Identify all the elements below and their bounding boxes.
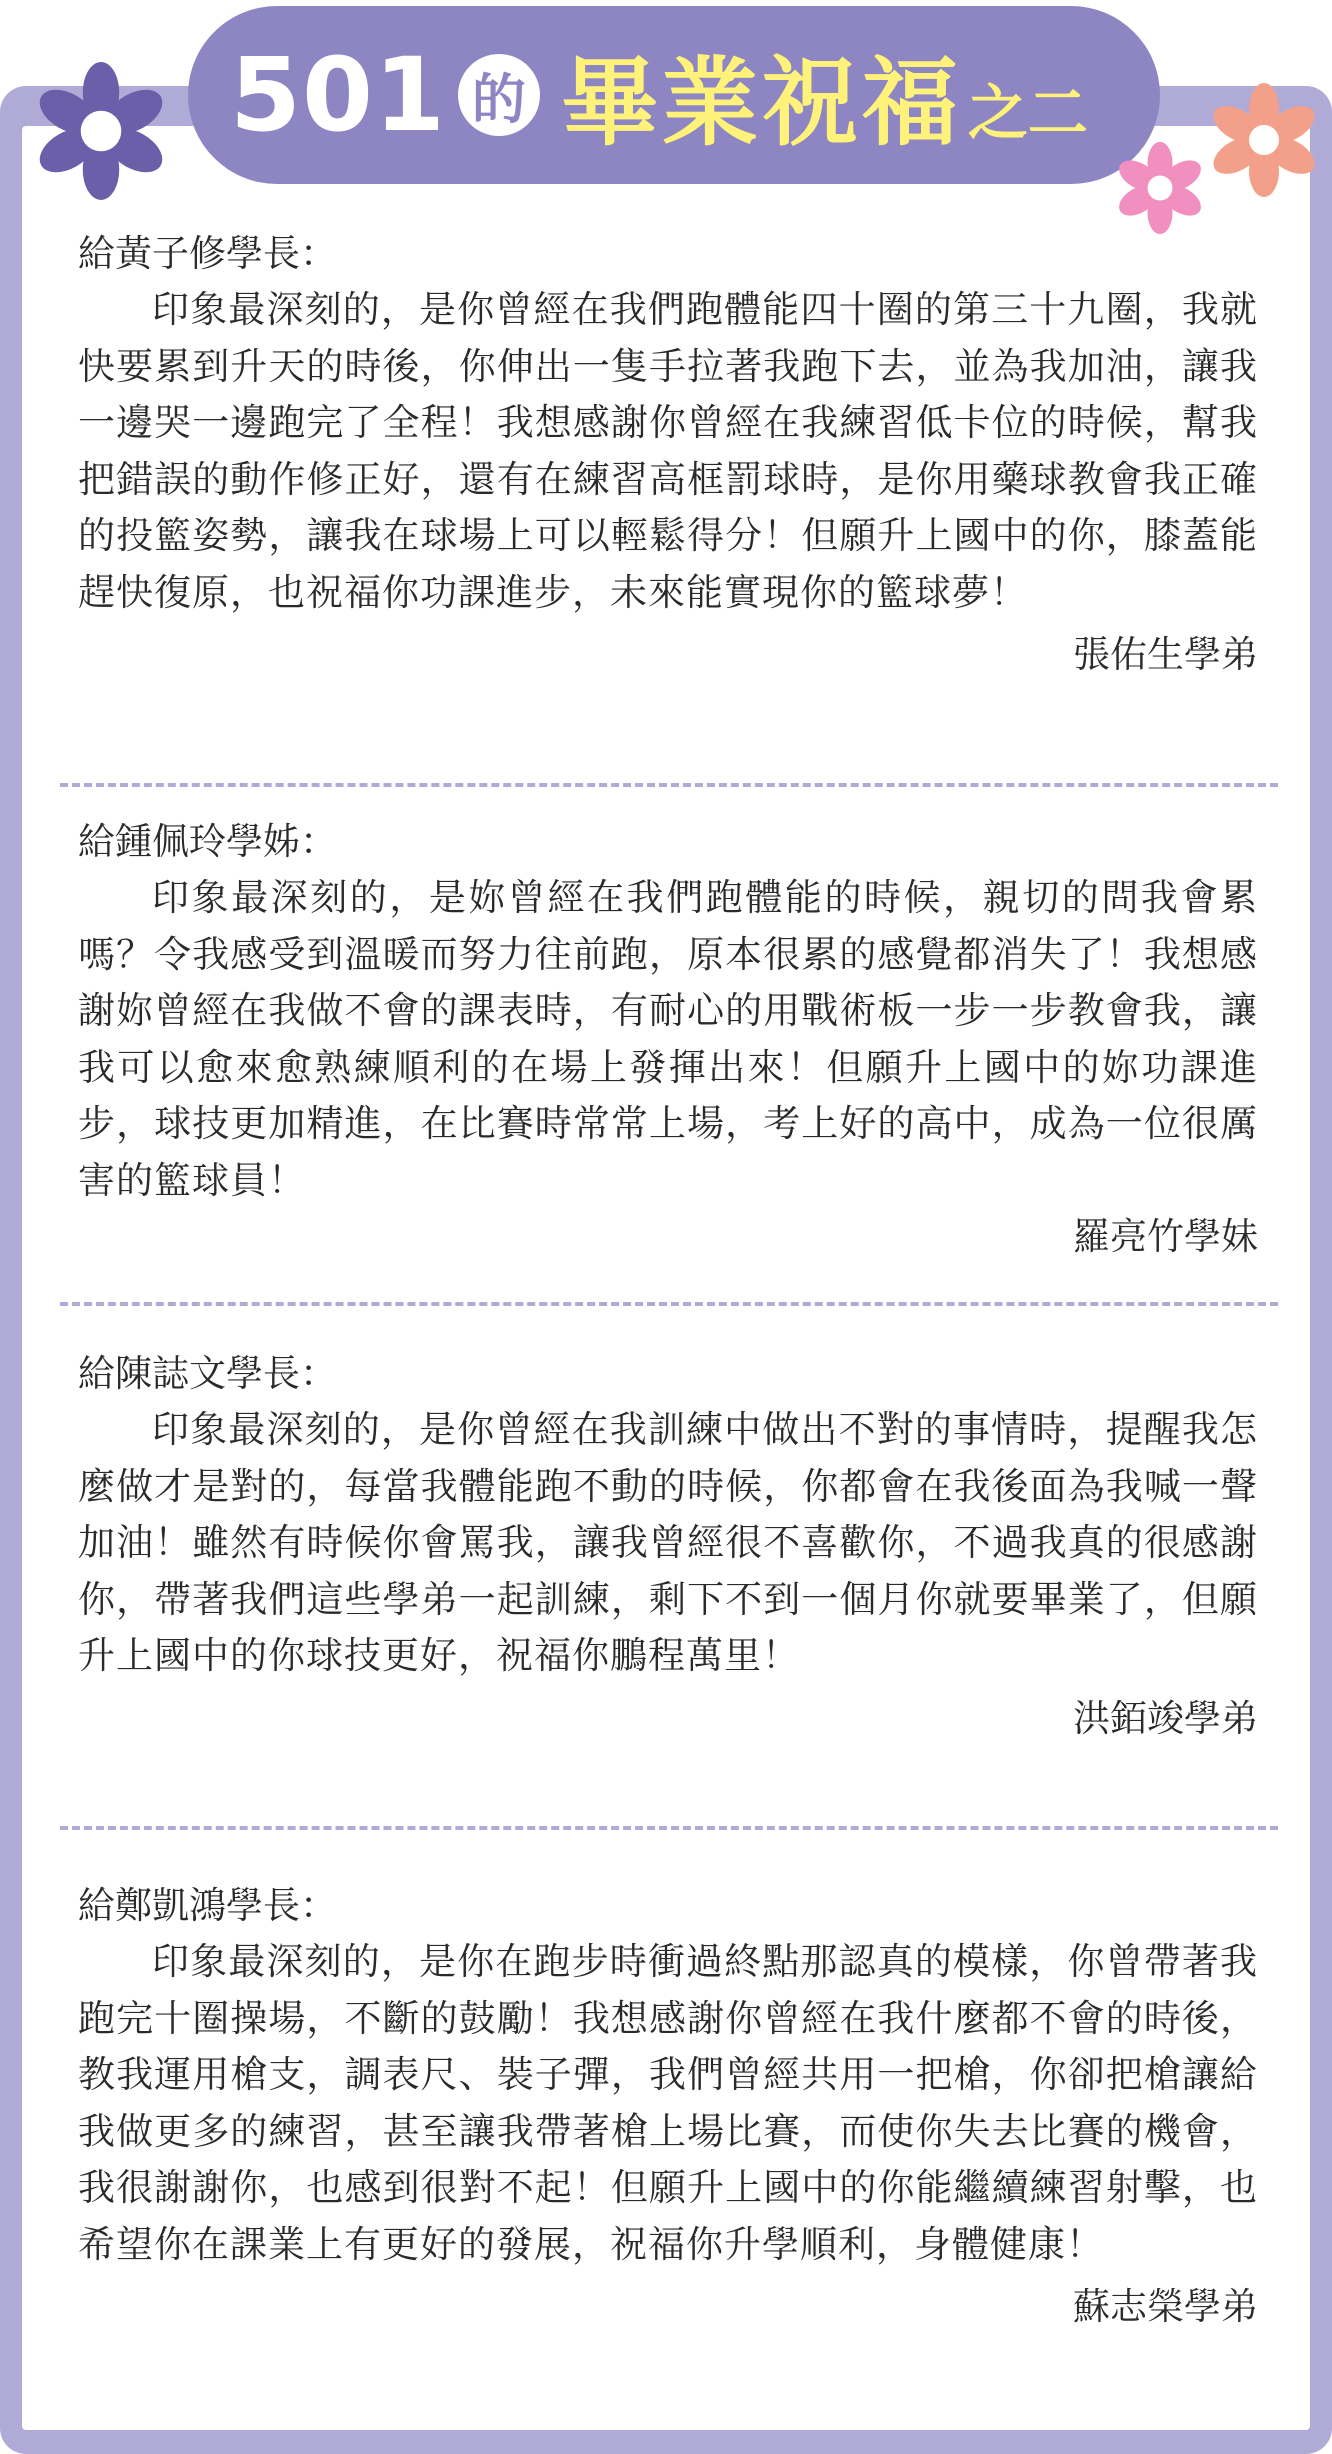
letter-signature: 洪銆竣學弟	[1073, 1696, 1258, 1740]
salmon-flower-icon	[1206, 82, 1322, 198]
section-divider	[60, 1302, 1278, 1306]
letter-section	[78, 226, 1258, 683]
letter-section	[78, 1346, 1258, 1747]
section-divider	[60, 783, 1278, 787]
title-sub: 之二	[967, 79, 1088, 149]
letter-greeting: 給黃子修學長：	[78, 232, 337, 275]
letter-greeting: 給陳誌文學長：	[78, 1352, 337, 1395]
letter-signature: 張佑生學弟	[1073, 633, 1258, 676]
letter-body: 印象最深刻的，是妳曾經在我們跑體能的時候，親切的問我會累嗎？令我感受到溫暖而努力往前跑，原本很累的感覺都消失了！我想感謝妳曾經在我做不會的課表時，有耐心的用戰術板一步一步教會我，讓我可以愈來愈熟練順利的在場上發揮出來！但願升上國中的妳功課進步，球技更加精進，在比賽時常常上場，考上好的高中，成為一位很厲害的籃球員！	[78, 876, 1258, 1202]
letter-signature: 蘇志榮學弟	[1073, 2285, 1258, 2328]
section-divider	[60, 1826, 1278, 1830]
title-main: 畢業祝福	[561, 46, 962, 159]
letter-body: 印象最深刻的，是你曾經在我訓練中做出不對的事情時，提醒我怎麼做才是對的，每當我體能跑不動的時候，你都會在我後面為我喊一聲加油！雖然有時候你會罵我，讓我曾經很不喜歡你，不過我真的很感謝你，帶著我們這些學弟一起訓練，剩下不到一個月你就要畢業了，但願升上國中的你球技更好，祝福你鵬程萬里！	[78, 1408, 1258, 1677]
letter-greeting: 給鄭凱鴻學長：	[78, 1884, 337, 1927]
page-title	[230, 28, 1088, 162]
letter-greeting: 給鍾佩玲學姊：	[78, 820, 337, 863]
title-number: 501	[230, 35, 446, 155]
letter-signature: 羅亮竹學妹	[1073, 1215, 1258, 1258]
letter-section	[78, 1878, 1258, 2335]
pink-flower-icon	[1112, 140, 1208, 236]
letter-section	[78, 814, 1258, 1265]
purple-flower-icon	[30, 60, 172, 202]
letter-body: 印象最深刻的，是你曾經在我們跑體能四十圈的第三十九圈，我就快要累到升天的時後，你伸出一隻手拉著我跑下去，並為我加油，讓我一邊哭一邊跑完了全程！我想感謝你曾經在我練習低卡位的時候，幫我把錯誤的動作修正好，還有在練習高框罰球時，是你用藥球教會我正確的投籃姿勢，讓我在球場上可以輕鬆得分！但願升上國中的你，膝蓋能趕快復原，也祝福你功課進步，未來能實現你的籃球夢！	[78, 288, 1258, 614]
letter-body: 印象最深刻的，是你在跑步時衝過終點那認真的模樣，你曾帶著我跑完十圈操場，不斷的鼓勵！我想感謝你曾經在我什麼都不會的時後，教我運用槍支，調表尺、裝子彈，我們曾經共用一把槍，你卻把槍讓給我做更多的練習，甚至讓我帶著槍上場比賽，而使你失去比賽的機會，我很謝謝你，也感到很對不起！但願升上國中的你能繼續練習射擊，也希望你在課業上有更好的發展，祝福你升學順利，身體健康！	[78, 1940, 1258, 2266]
title-de-badge: 的	[458, 54, 540, 136]
